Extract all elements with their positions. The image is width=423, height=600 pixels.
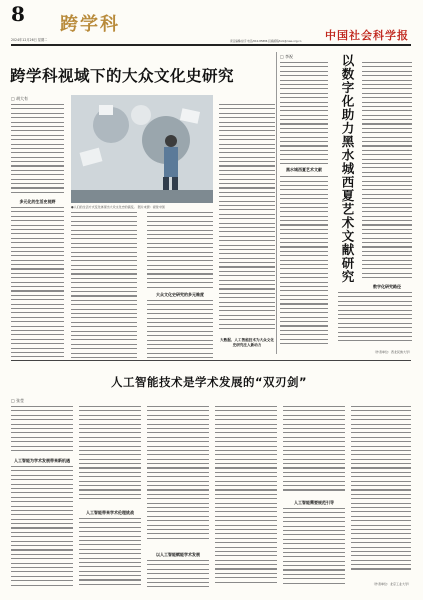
article-1-title: 跨学科视域下的大众文化史研究 (10, 67, 235, 85)
article-3-col-5 (283, 406, 345, 496)
article-3-col-1 (11, 406, 73, 456)
article-3-col-5b (283, 508, 345, 590)
section-name: 跨学科 (60, 14, 120, 35)
article-2-subhead-1: 黑水城西夏艺术文献 (280, 167, 328, 173)
article-1-photo (71, 95, 213, 203)
article-3-subhead-1: 人工智能为学术发展带来新机遇 (14, 458, 70, 463)
article-1-byline: □ 胡大有 (11, 96, 29, 101)
header-rule (11, 44, 411, 46)
article-3-col-4 (215, 406, 277, 590)
article-2-title: 以数字化助力黑水城西夏艺术文献研究 (340, 54, 355, 284)
article-2 (280, 52, 412, 357)
article-1-col-2 (71, 212, 137, 362)
article-3-title: 人工智能技术是学术发展的“双刃剑” (111, 375, 308, 389)
article-3-col-2 (79, 406, 141, 506)
column-divider (276, 52, 277, 354)
article-3-col-3b (147, 560, 209, 590)
article-3-subhead-4: 人工智能需要规范引导 (294, 500, 334, 505)
article-3-subhead-2: 人工智能带来学术伦理挑战 (86, 510, 134, 515)
date-line: 2024年12月26日 星期二 (11, 38, 48, 42)
article-3-byline: □ 张莹 (11, 398, 25, 403)
article-2-subhead-2: 数字化研究路径 (373, 284, 401, 289)
paper-name: 中国社会科学报 (325, 29, 409, 42)
article-2-col-2 (362, 62, 412, 282)
article-3-col-6 (351, 406, 411, 578)
article-2-col-3 (338, 292, 412, 347)
article-1-subhead-1: 多元化的生活史视野 (19, 199, 56, 204)
editor-line: 责任编辑/赵宇 电话/010-85886 投稿邮箱/kxk@cass.org.cn (230, 40, 302, 43)
article-3-col-2b (79, 518, 141, 590)
article-1-col-1 (11, 104, 64, 194)
article-1-col-3 (147, 212, 213, 290)
article-3-note: （作者单位：北京工业大学） (371, 582, 411, 586)
article-1-col-3b (147, 300, 213, 360)
article-3-subhead-3: 以人工智能赋能学术发展 (156, 552, 200, 557)
article-3-col-1b (11, 466, 73, 590)
article-1-photo-caption: ●人们的生活方式变化体现出大众文化史的演变。 图片来源：视觉中国 (71, 205, 165, 209)
photo-image-icon (71, 95, 213, 203)
page-header (0, 0, 423, 45)
section-rule (11, 360, 411, 361)
article-1-subhead-2: 大众文化史研究的多元维度 (156, 292, 204, 297)
article-1 (11, 52, 273, 360)
article-2-col-1 (280, 62, 328, 352)
article-1-col-4 (219, 104, 275, 334)
article-3-col-3 (147, 406, 209, 546)
page-number: 8 (11, 2, 25, 26)
article-3 (11, 364, 411, 594)
article-1-col-1b (11, 207, 64, 359)
article-1-pull-quote: 大数据、人工智能技术为大众文化史研究注入新动力 (220, 338, 274, 347)
article-2-byline: □ 李祝 (280, 54, 294, 59)
article-2-note: （作者单位：西北民族大学） (372, 350, 412, 354)
